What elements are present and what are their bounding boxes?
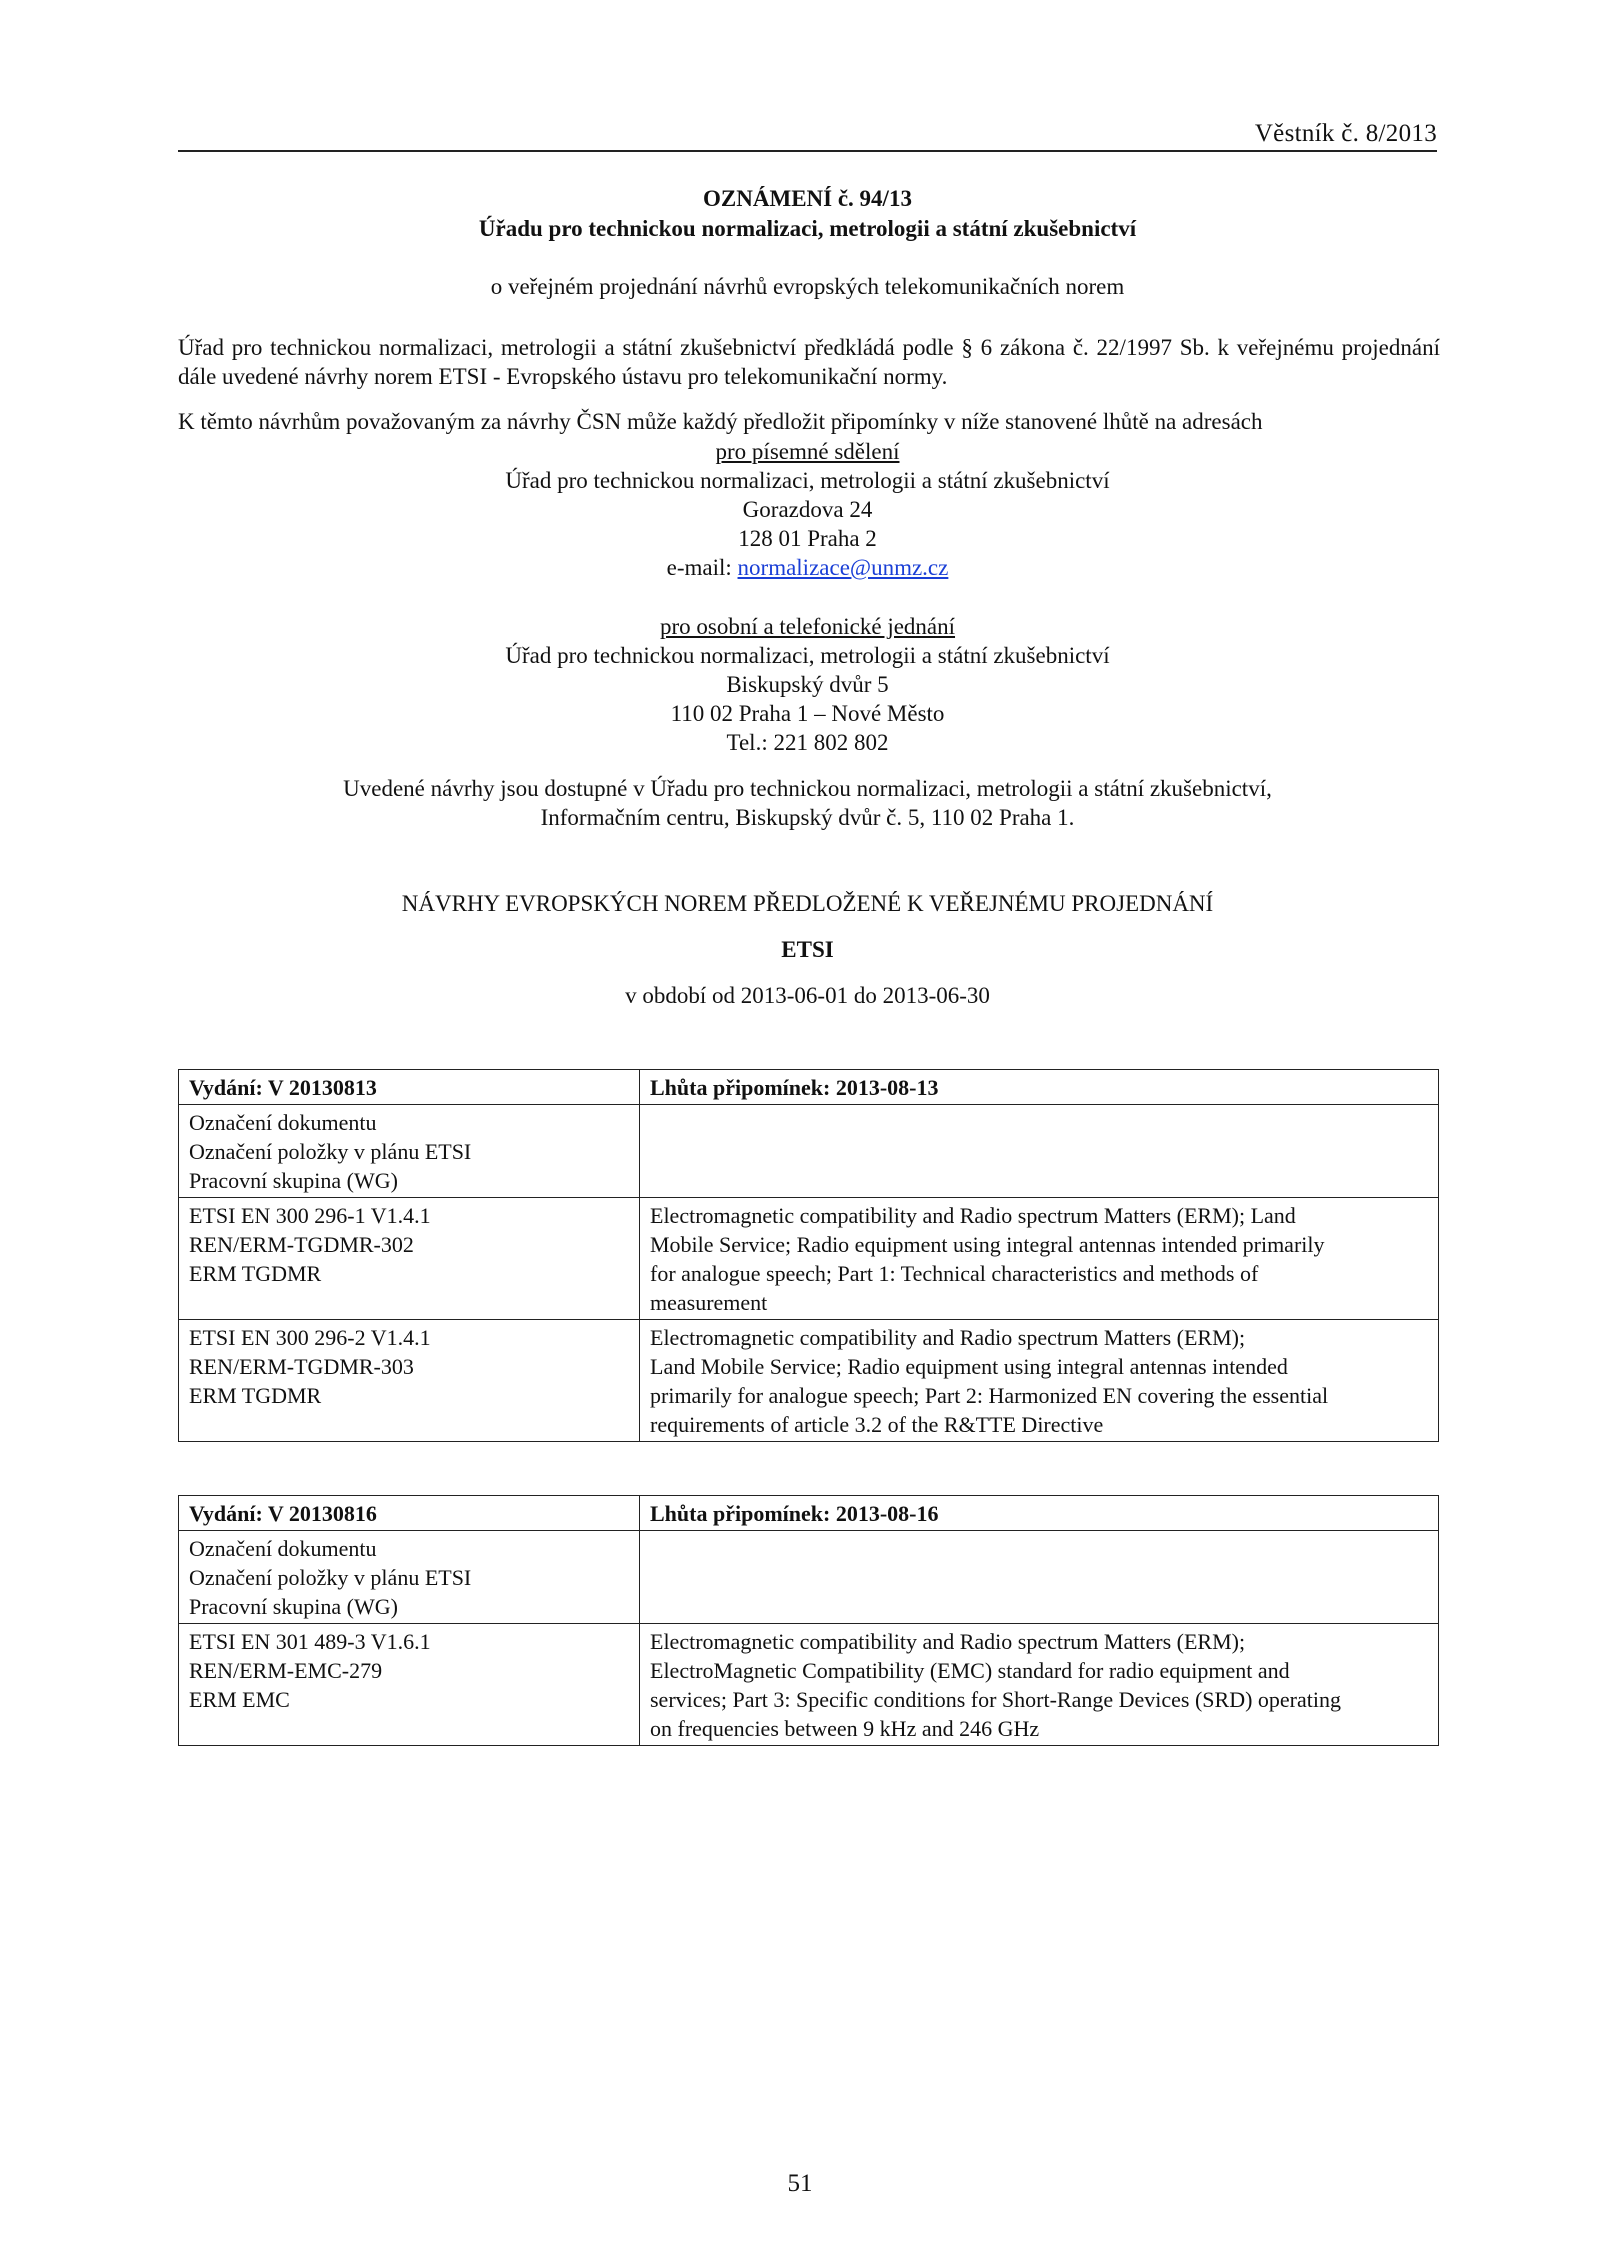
availability-note bbox=[178, 774, 1437, 832]
label-cell bbox=[179, 1531, 640, 1624]
written-org: Úřad pro technickou normalizaci, metrologii a státní zkušebnictví bbox=[505, 468, 1110, 493]
document-title-cell bbox=[640, 1198, 1439, 1320]
title-line: Land Mobile Service; Radio equipment using integral antennas intended bbox=[650, 1354, 1288, 1379]
title-line: Electromagnetic compatibility and Radio spectrum Matters (ERM); bbox=[650, 1325, 1246, 1350]
availability-line-1: Uvedené návrhy jsou dostupné v Úřadu pro technickou normalizaci, metrologii a státní zkušebnictví, bbox=[343, 776, 1272, 801]
title-line: Mobile Service; Radio equipment using integral antennas intended primarily bbox=[650, 1232, 1325, 1257]
title-line: ElectroMagnetic Compatibility (EMC) standard for radio equipment and bbox=[650, 1658, 1290, 1683]
title-line: primarily for analogue speech; Part 2: Harmonized EN covering the essential bbox=[650, 1383, 1329, 1408]
intro-paragraph: Úřad pro technickou normalizaci, metrologii a státní zkušebnictví předkládá podle § 6 zákona č. 22/1997 Sb. k veřejnému projednání dále uvedené návrhy norem ETSI - Evropského ústavu pro telekomunikační normy. bbox=[178, 335, 1440, 389]
title-line: services; Part 3: Specific conditions for Short-Range Devices (SRD) operating bbox=[650, 1687, 1342, 1712]
notice-title: OZNÁMENÍ č. 94/13 bbox=[703, 186, 912, 211]
email-link[interactable]: normalizace@unmz.cz bbox=[737, 555, 949, 580]
section-period: v období od 2013-06-01 do 2013-06-30 bbox=[625, 983, 990, 1008]
deadline-cell: Lhůta připomínek: 2013-08-13 bbox=[640, 1070, 1439, 1105]
drafts-table-2 bbox=[178, 1495, 1439, 1746]
written-address-block bbox=[178, 437, 1437, 582]
working-group: ERM EMC bbox=[189, 1687, 290, 1712]
personal-phone: Tel.: 221 802 802 bbox=[726, 730, 889, 755]
personal-city: 110 02 Praha 1 – Nové Město bbox=[670, 701, 945, 726]
table-header-row bbox=[179, 1070, 1439, 1105]
table-row bbox=[179, 1198, 1439, 1320]
personal-street: Biskupský dvůr 5 bbox=[726, 672, 889, 697]
label-plan-item: Označení položky v plánu ETSI bbox=[189, 1139, 472, 1164]
label-working-group: Pracovní skupina (WG) bbox=[189, 1594, 398, 1619]
label-document: Označení dokumentu bbox=[189, 1110, 377, 1135]
personal-address-block bbox=[178, 612, 1437, 757]
title-line: on frequencies between 9 kHz and 246 GHz bbox=[650, 1716, 1040, 1741]
label-plan-item: Označení položky v plánu ETSI bbox=[189, 1565, 472, 1590]
deadline-cell: Lhůta připomínek: 2013-08-16 bbox=[640, 1496, 1439, 1531]
title-line: requirements of article 3.2 of the R&TTE Directive bbox=[650, 1412, 1104, 1437]
working-group: ERM TGDMR bbox=[189, 1261, 322, 1286]
page-header bbox=[178, 114, 1437, 152]
label-cell bbox=[179, 1105, 640, 1198]
section-title: NÁVRHY EVROPSKÝCH NOREM PŘEDLOŽENÉ K VEŘEJNÉMU PROJEDNÁNÍ bbox=[401, 891, 1214, 916]
edition-cell: Vydání: V 20130816 bbox=[179, 1496, 640, 1531]
table-label-row bbox=[179, 1105, 1439, 1198]
plan-item-id: REN/ERM-EMC-279 bbox=[189, 1658, 383, 1683]
written-heading: pro písemné sdělení bbox=[715, 439, 900, 464]
table-header-row bbox=[179, 1496, 1439, 1531]
personal-heading: pro osobní a telefonické jednání bbox=[659, 614, 956, 639]
section-org: ETSI bbox=[781, 937, 834, 962]
document-id-cell bbox=[179, 1320, 640, 1442]
page-number: 51 bbox=[787, 2170, 813, 2197]
empty-cell bbox=[640, 1105, 1439, 1198]
bulletin-issue: Věstník č. 8/2013 bbox=[1254, 120, 1437, 147]
table-label-row bbox=[179, 1531, 1439, 1624]
document-number: ETSI EN 300 296-2 V1.4.1 bbox=[189, 1325, 431, 1350]
document-number: ETSI EN 301 489-3 V1.6.1 bbox=[189, 1629, 431, 1654]
document-id-cell bbox=[179, 1624, 640, 1746]
label-working-group: Pracovní skupina (WG) bbox=[189, 1168, 398, 1193]
drafts-table-1 bbox=[178, 1069, 1439, 1442]
notice-subtitle: Úřadu pro technickou normalizaci, metrologii a státní zkušebnictví bbox=[478, 216, 1137, 241]
document-number: ETSI EN 300 296-1 V1.4.1 bbox=[189, 1203, 431, 1228]
written-street: Gorazdova 24 bbox=[742, 497, 873, 522]
document-title-cell bbox=[640, 1624, 1439, 1746]
document-id-cell bbox=[179, 1198, 640, 1320]
table-row bbox=[179, 1624, 1439, 1746]
document-title-cell bbox=[640, 1320, 1439, 1442]
title-line: Electromagnetic compatibility and Radio spectrum Matters (ERM); Land bbox=[650, 1203, 1296, 1228]
empty-cell bbox=[640, 1531, 1439, 1624]
notice-about: o veřejném projednání návrhů evropských telekomunikačních norem bbox=[490, 274, 1125, 299]
edition-cell: Vydání: V 20130813 bbox=[179, 1070, 640, 1105]
label-document: Označení dokumentu bbox=[189, 1536, 377, 1561]
working-group: ERM TGDMR bbox=[189, 1383, 322, 1408]
personal-org: Úřad pro technickou normalizaci, metrologii a státní zkušebnictví bbox=[505, 643, 1110, 668]
title-line: for analogue speech; Part 1: Technical characteristics and methods of bbox=[650, 1261, 1259, 1286]
email-label: e-mail: bbox=[666, 555, 738, 580]
intro-paragraph-2: K těmto návrhům považovaným za návrhy ČSN může každý předložit připomínky v níže stanovené lhůtě na adresách bbox=[178, 409, 1263, 434]
plan-item-id: REN/ERM-TGDMR-303 bbox=[189, 1354, 414, 1379]
table-row bbox=[179, 1320, 1439, 1442]
written-city: 128 01 Praha 2 bbox=[738, 526, 877, 551]
plan-item-id: REN/ERM-TGDMR-302 bbox=[189, 1232, 414, 1257]
title-line: measurement bbox=[650, 1290, 768, 1315]
title-line: Electromagnetic compatibility and Radio spectrum Matters (ERM); bbox=[650, 1629, 1246, 1654]
written-email-line bbox=[178, 553, 1437, 582]
availability-line-2: Informačním centru, Biskupský dvůr č. 5, 110 02 Praha 1. bbox=[540, 805, 1075, 830]
